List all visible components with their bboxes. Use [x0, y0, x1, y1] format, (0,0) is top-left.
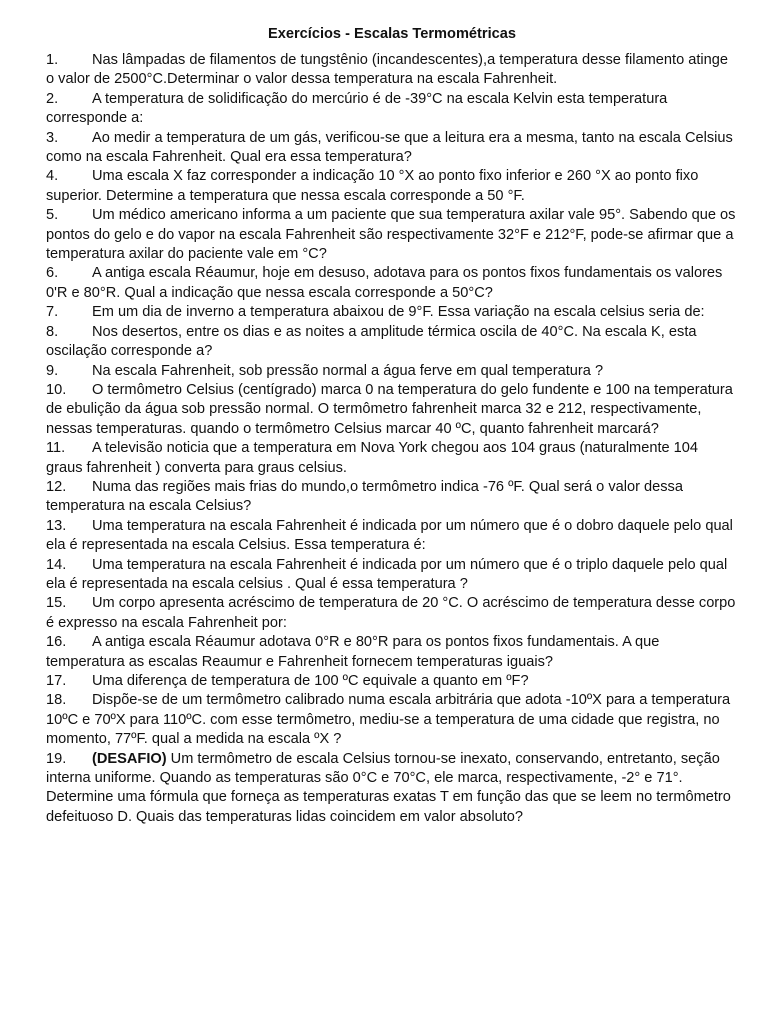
exercise-item — [46, 691, 738, 749]
exercise-item — [46, 90, 738, 129]
exercise-number: 9. — [46, 362, 59, 379]
exercise-item — [46, 633, 738, 672]
exercise-text: Ao medir a temperatura de um gás, verificou-se que a leitura era a mesma, tanto na escala Celsius como na escala Fahrenheit. Qual era essa temperatura? — [46, 129, 733, 166]
document-title: Exercícios - Escalas Termométricas — [268, 26, 516, 42]
exercise-number: 4. — [46, 168, 59, 185]
exercise-item — [46, 478, 738, 517]
exercise-text: Uma diferença de temperatura de 100 ºC equivale a quanto em ºF? — [92, 673, 529, 689]
exercise-text: A antiga escala Réaumur adotava 0°R e 80°R para os pontos fixos fundamentais. A que temperatura as escalas Reaumur e Fahrenheit fornecem temperaturas iguais? — [46, 634, 660, 670]
exercise-item — [46, 362, 738, 381]
exercise-text: Na escala Fahrenheit, sob pressão normal a água ferve em qual temperatura ? — [92, 362, 604, 379]
exercise-number: 3. — [46, 129, 59, 146]
exercise-text: Um corpo apresenta acréscimo de temperatura de 20 °C. O acréscimo de temperatura desse corpo é expresso na escala Fahrenheit por: — [46, 595, 736, 631]
exercise-number: 8. — [46, 323, 59, 340]
exercise-item — [46, 517, 738, 556]
exercise-text: Nas lâmpadas de filamentos de tungstênio (incandescentes),a temperatura desse filamento atinge o valor de 2500°C.Determinar o valor dessa temperatura na escala Fahrenheit. — [46, 52, 729, 88]
exercise-text: Numa das regiões mais frias do mundo,o termômetro indica -76 ºF. Qual será o valor dessa temperatura na escala Celsius? — [46, 478, 683, 515]
exercise-item — [46, 167, 738, 206]
exercise-text: Uma temperatura na escala Fahrenheit é indicada por um número que é o dobro daquele pelo qual ela é representada na escala Celsius. Essa temperatura é: — [46, 517, 733, 554]
exercise-item — [46, 556, 738, 595]
exercise-item — [46, 51, 738, 90]
exercise-text: Uma temperatura na escala Fahrenheit é indicada por um número que é o triplo daquele pelo qual ela é representada na escala celsius . Qual é essa temperatura ? — [46, 556, 728, 592]
exercise-item — [46, 303, 738, 322]
exercise-text: A televisão noticia que a temperatura em Nova York chegou aos 104 graus (naturalmente 104 graus fahrenheit ) converta para graus celsius. — [46, 440, 699, 476]
exercise-item — [46, 672, 738, 691]
exercise-tag: (DESAFIO) — [92, 750, 167, 767]
exercise-item — [46, 264, 738, 303]
exercise-text: A antiga escala Réaumur, hoje em desuso, adotava para os pontos fixos fundamentais os valores 0'R e 80°R. Qual a indicação que nessa escala corresponde a 50°C? — [46, 265, 723, 301]
exercise-item — [46, 129, 738, 168]
exercise-item — [46, 381, 738, 439]
exercise-number: 10. — [46, 381, 67, 398]
exercise-number: 14. — [46, 556, 67, 573]
exercise-item — [46, 206, 738, 264]
exercise-item — [46, 323, 738, 362]
exercise-number: 11. — [46, 440, 66, 457]
exercise-item — [46, 750, 738, 828]
exercise-text: Em um dia de inverno a temperatura abaixou de 9°F. Essa variação na escala celsius seria de: — [92, 304, 705, 321]
exercise-text: Dispõe-se de um termômetro calibrado numa escala arbitrária que adota -10ºX para a temperatura 10ºC e 70ºX para 110ºC. com esse termômetro, mediu-se a temperatura de uma cidade que registra, no momento, 77ºF. qual a medida na escala ºX ? — [46, 692, 731, 748]
exercise-text: Um médico americano informa a um paciente que sua temperatura axilar vale 95°. Sabendo que os pontos do gelo e do vapor na escala Fahrenheit são respectivamente 32°F e 212°F, pode-se afirmar que a temperatura axilar do paciente vale em °C? — [46, 207, 736, 263]
exercise-text: Nos desertos, entre os dias e as noites a amplitude térmica oscila de 40°C. Na escala K, esta oscilação corresponde a? — [46, 323, 697, 360]
exercise-text: Uma escala X faz corresponder a indicação 10 °X ao ponto fixo inferior e 260 °X ao ponto fixo superior. Determine a temperatura que nessa escala corresponde a 50 °F. — [46, 168, 699, 204]
exercise-number: 1. — [46, 52, 59, 68]
exercise-number: 6. — [46, 265, 59, 282]
exercise-item — [46, 439, 738, 478]
exercise-number: 5. — [46, 207, 59, 224]
exercise-number: 7. — [46, 304, 59, 321]
exercise-number: 2. — [46, 90, 59, 107]
exercise-number: 12. — [46, 478, 67, 495]
exercise-text: Um termômetro de escala Celsius tornou-se inexato, conservando, entretanto, seção interna uniforme. Quando as temperaturas são 0°C e 70°C, ele marca, respectivamente, -2° e 71°. Determine uma fórmula que forneça as temperaturas exatas T em função das que se leem no termômetro defeituoso D. Quais das temperaturas lidas coincidem em valor absoluto? — [46, 750, 731, 825]
exercise-list — [46, 51, 738, 827]
exercise-number: 15. — [46, 595, 67, 612]
exercise-number: 13. — [46, 517, 67, 534]
exercise-number: 17. — [46, 673, 67, 689]
exercise-item — [46, 594, 738, 633]
exercise-number: 18. — [46, 692, 67, 709]
exercise-text: O termômetro Celsius (centígrado) marca 0 na temperatura do gelo fundente e 100 na temperatura de ebulição da água sob pressão normal. O termômetro fahrenheit marca 32 e 212, respectivamente, nessas temperaturas. quando o termômetro Celsius marcar 40 ºC, quanto fahrenheit marcará? — [46, 381, 733, 437]
exercise-number: 16. — [46, 634, 67, 651]
exercise-text: A temperatura de solidificação do mercúrio é de -39°C na escala Kelvin esta temperatura corresponde a: — [46, 90, 668, 127]
exercise-number: 19. — [46, 750, 67, 767]
